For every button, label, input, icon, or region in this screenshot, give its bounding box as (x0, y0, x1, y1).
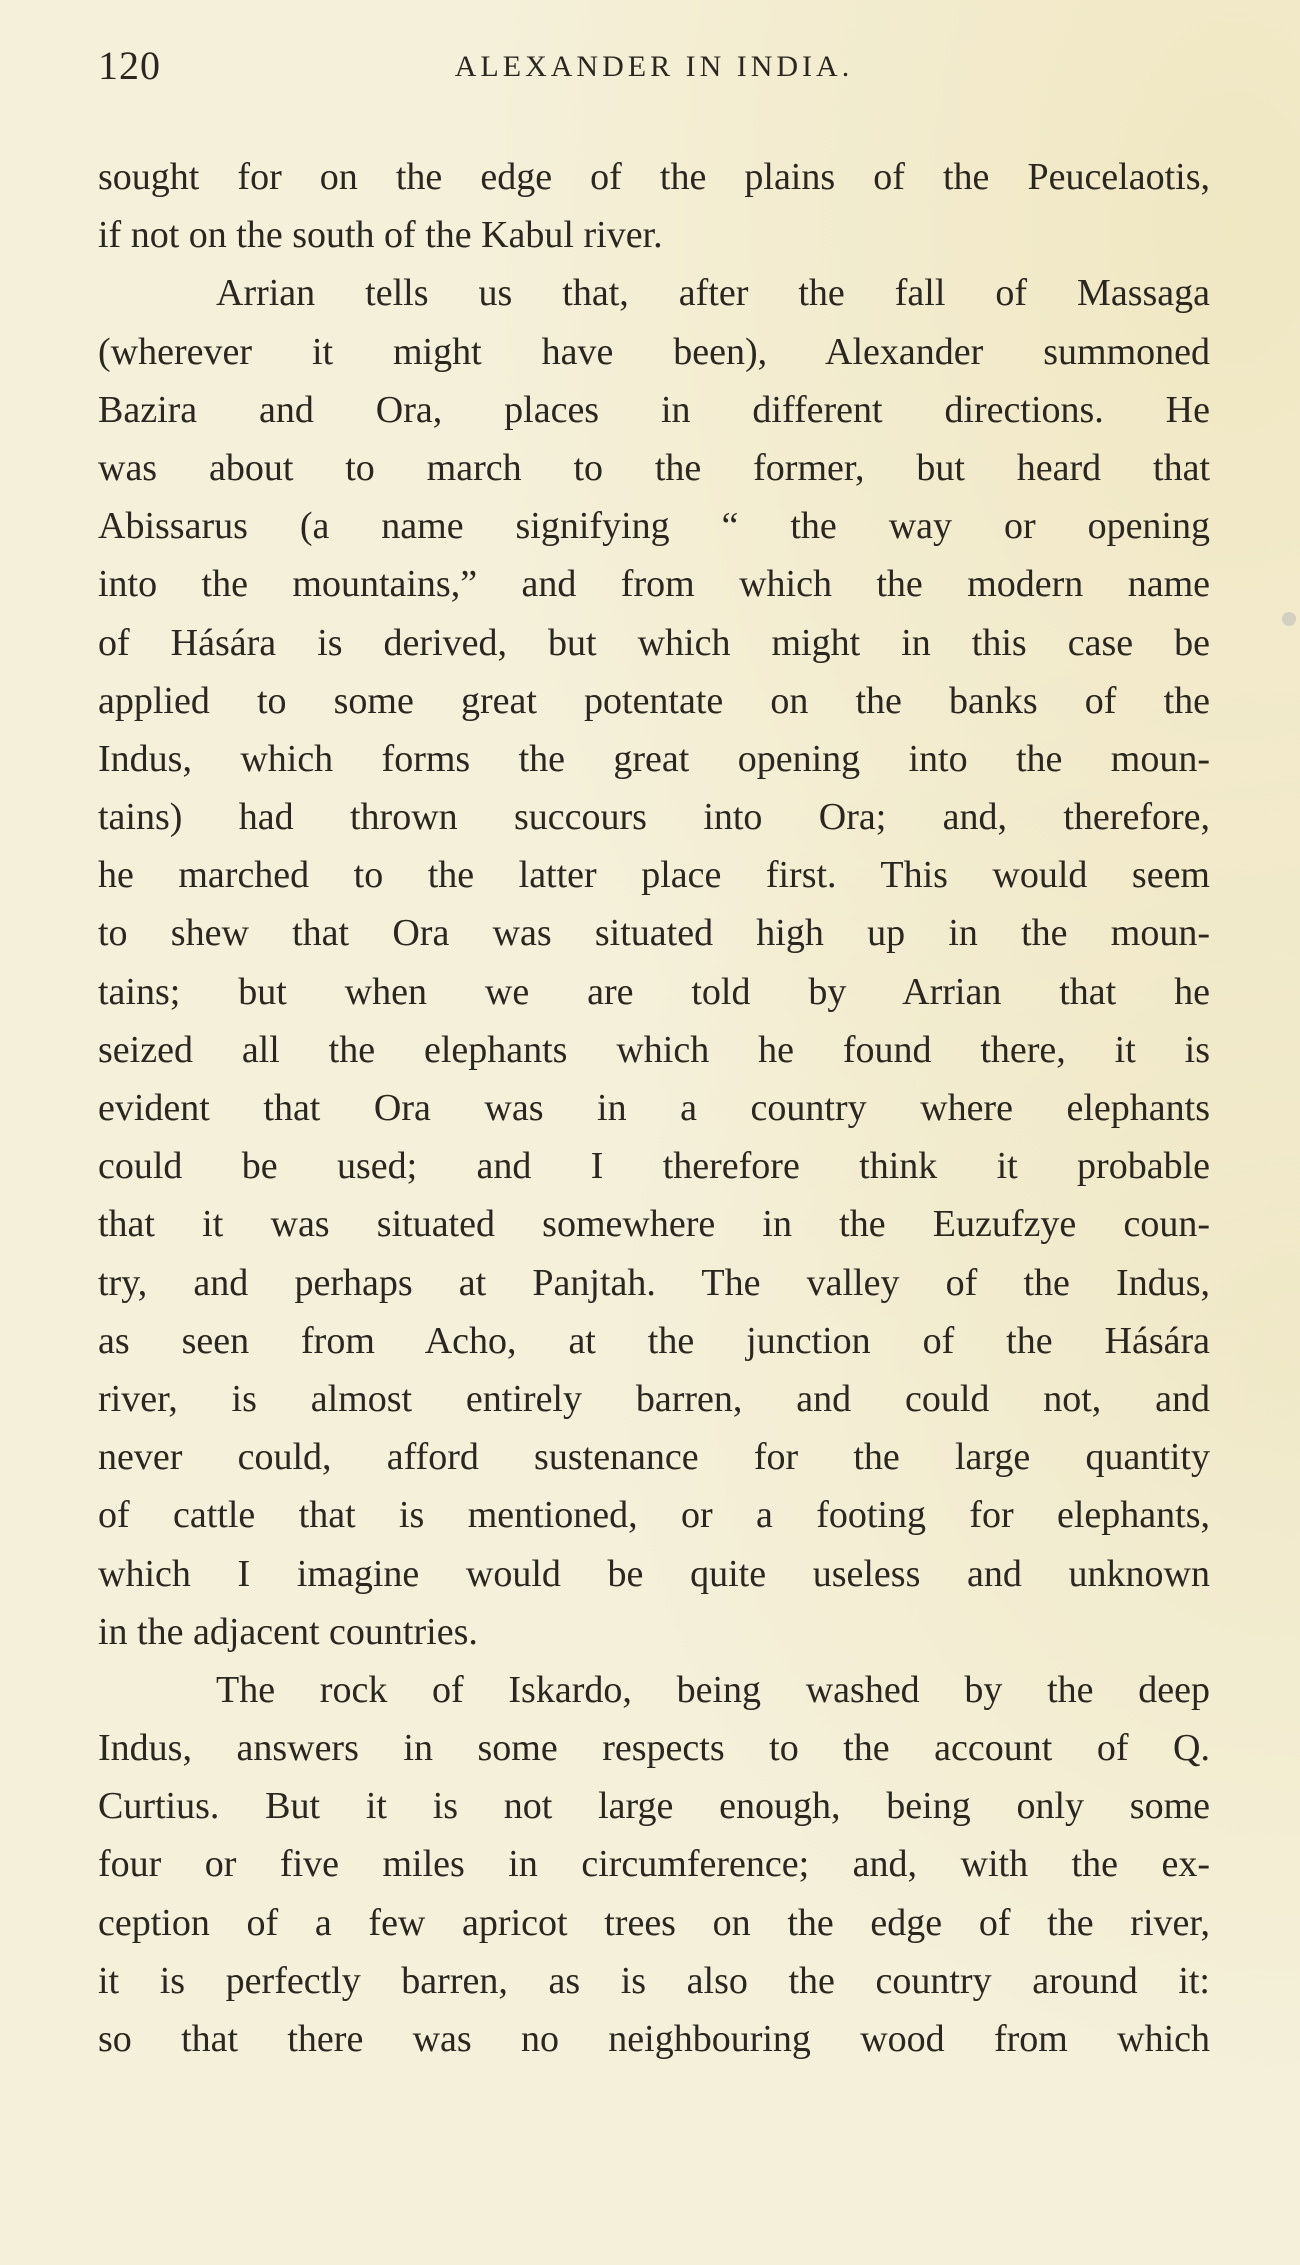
text-line: was about to march to the former, but heard that (98, 446, 1210, 489)
text-line: seized all the elephants which he found there, it is (98, 1028, 1210, 1071)
text-line: could be used; and I therefore think it probable (98, 1145, 1210, 1188)
text-line: Indus, answers in some respects to the account of Q. (98, 1727, 1210, 1770)
text-line: four or five miles in circumference; and, with the ex- (98, 1843, 1210, 1886)
text-line: into the mountains,” and from which the modern name (98, 563, 1210, 606)
page-number: 120 (98, 43, 161, 88)
text-line: river, is almost entirely barren, and could not, and (98, 1377, 1210, 1420)
text-line: as seen from Acho, at the junction of the Hására (98, 1319, 1210, 1362)
text-line: Curtius. But it is not large enough, being only some (98, 1785, 1210, 1828)
text-line: (wherever it might have been), Alexander summoned (98, 330, 1210, 373)
text-line: Abissarus (a name signifying “ the way or opening (98, 505, 1210, 548)
text-line: to shew that Ora was situated high up in the moun- (98, 912, 1210, 955)
text-line: applied to some great potentate on the banks of the (98, 679, 1210, 722)
text-line: if not on the south of the Kabul river. (98, 214, 663, 257)
text-line: Arrian tells us that, after the fall of Massaga (216, 272, 1210, 315)
running-title: ALEXANDER IN INDIA. (454, 50, 854, 83)
text-line: it is perfectly barren, as is also the country around it: (98, 1959, 1210, 2002)
text-line: ception of a few apricot trees on the edge of the river, (98, 1901, 1210, 1944)
text-line: so that there was no neighbouring wood from which (98, 2018, 1210, 2060)
text-line: tains; but when we are told by Arrian that he (98, 970, 1210, 1013)
text-line: of cattle that is mentioned, or a footing for elephants, (98, 1494, 1210, 1537)
paper-blemish (1282, 612, 1296, 626)
running-head (98, 42, 1210, 92)
text-line: that it was situated somewhere in the Euzufzye coun- (98, 1203, 1210, 1246)
text-line: Bazira and Ora, places in different directions. He (98, 388, 1210, 431)
text-line: of Hására is derived, but which might in this case be (98, 621, 1210, 664)
text-line: The rock of Iskardo, being washed by the deep (216, 1668, 1210, 1711)
text-line: tains) had thrown succours into Ora; and, therefore, (98, 796, 1210, 839)
text-line: Indus, which forms the great opening into the moun- (98, 737, 1210, 780)
body-text (98, 148, 1210, 2068)
text-line: he marched to the latter place first. This would seem (98, 854, 1210, 897)
text-line: never could, afford sustenance for the large quantity (98, 1436, 1210, 1479)
text-line: evident that Ora was in a country where elephants (98, 1087, 1210, 1129)
text-line: in the adjacent countries. (98, 1610, 478, 1653)
text-line: try, and perhaps at Panjtah. The valley of the Indus, (98, 1261, 1210, 1304)
text-line: sought for on the edge of the plains of the Peucelaotis, (98, 156, 1210, 198)
text-line: which I imagine would be quite useless and unknown (98, 1552, 1210, 1595)
